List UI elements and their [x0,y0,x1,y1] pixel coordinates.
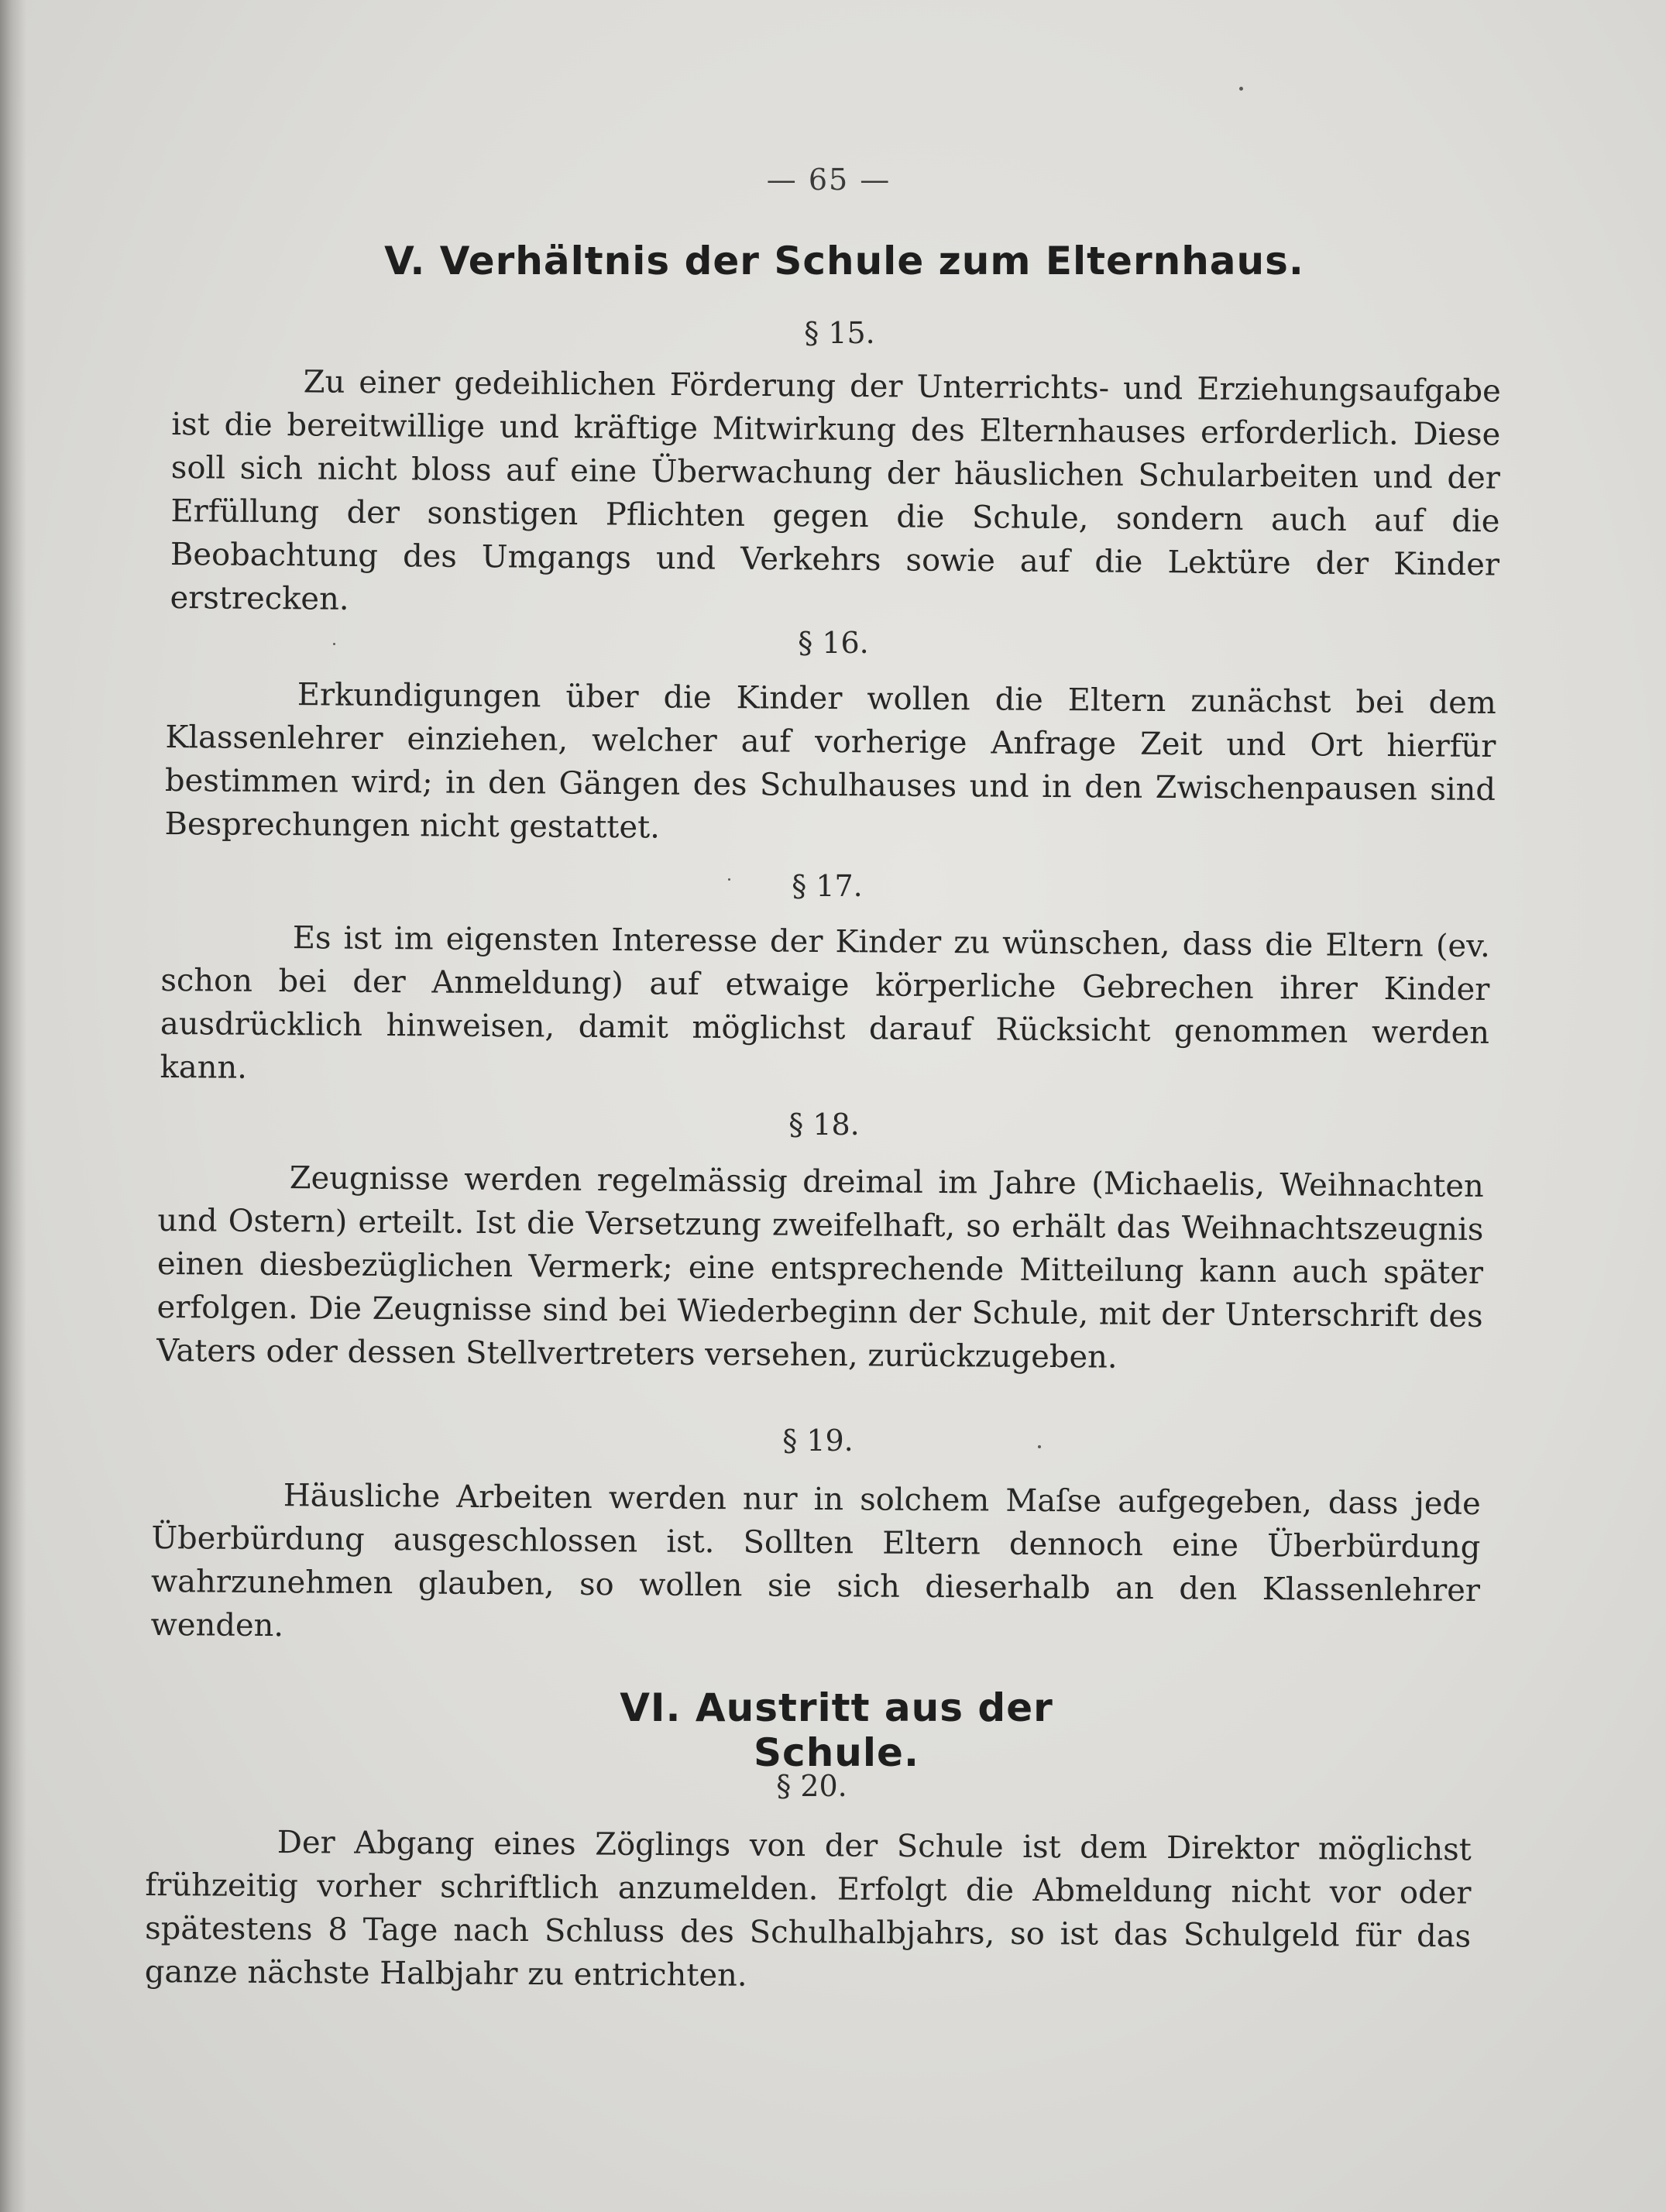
book-gutter-shadow [0,0,26,2212]
paragraph-17-text: Es ist im eigensten Interesse der Kinder zu wünschen, dass die Eltern (ev. schon bei der Anmeldung) auf etwaige körperliche Gebrechen ihrer Kinder ausdrücklich hinweisen, damit möglichst darauf Rücksicht genommen werden kann. [160,920,1490,1086]
paper-speck [1038,1445,1041,1448]
paragraph-20-body [145,1820,1472,2001]
paragraph-mark-16: § 16. [798,626,869,660]
paragraph-mark-15: § 15. [804,316,875,350]
paragraph-16-text: Erkundigungen über die Kinder wollen die Eltern zunächst bei dem Klassenlehrer einziehen, welcher auf vorherige Anfrage Zeit und Ort hierfür bestimmen wird; in den Gängen des Schulhauses und in den Zwischenpausen sind Besprechungen nicht gestattet. [164,677,1496,846]
paragraph-20-text: Der Abgang eines Zöglings von der Schule ist dem Direktor möglichst frühzeitig vorher schriftlich anzumelden. Erfolgt die Abmeldung nicht vor oder spätestens 8 Tage nach Schluss des Schulhalbjahrs, so ist das Schulgeld für das ganze nächste Halbjahr zu entrichten. [144,1825,1472,1994]
paper-speck [333,643,335,645]
section-title-v: V. Verhältnis der Schule zum Elternhaus. [384,239,1304,283]
paragraph-15-body [170,359,1501,630]
paragraph-16-body [164,672,1496,855]
page-number: — 65 — [766,163,891,197]
paragraph-18-text: Zeugnisse werden regelmässig dreimal im Jahre (Michaelis, Weihnachten und Ostern) erteilt. Ist die Versetzung zweifelhaft, so erhält das Weihnachtszeugnis einen diesbezüglichen Vermerk; eine entsprechende Mitteilung kann auch später erfolgen. Die Zeugnisse sind bei Wiederbeginn der Schule, mit der Unterschrift des Vaters oder dessen Stellvertreters versehen, zurückzugeben. [156,1160,1484,1376]
paragraph-19-body [150,1473,1481,1656]
paragraph-17-body [160,915,1490,1098]
paragraph-mark-17: § 17. [792,869,863,903]
paragraph-mark-19: § 19. [782,1424,854,1458]
paper-speck [728,878,730,881]
paragraph-15-text: Zu einer gedeihlichen Förderung der Unterrichts- und Erziehungsaufgabe ist die bereitwillige und kräftige Mitwirkung des Elternhauses erforderlich. Diese soll sich nicht bloss auf eine Überwachung der häuslichen Schularbeiten und der Erfüllung der sonstigen Pflichten gegen die Schule, sondern auch auf die Beobachtung des Umgangs und Verkehrs sowie auf die Lektüre der Kinder erstrecken. [170,364,1501,617]
paragraph-19-text: Häusliche Arbeiten werden nur in solchem Maſse aufgegeben, dass jede Überbürdung ausgeschlossen ist. Sollten Eltern dennoch eine Überbürdung wahrzunehmen glauben, so wollen sie sich dieserhalb an den Klassenlehrer wenden. [150,1478,1481,1644]
paper-speck [1239,87,1243,91]
paragraph-mark-18: § 18. [788,1108,860,1142]
section-title-vi: VI. Austritt aus der Schule. [620,1685,1053,1775]
paragraph-mark-20: § 20. [776,1769,847,1803]
paragraph-18-body [156,1156,1484,1382]
